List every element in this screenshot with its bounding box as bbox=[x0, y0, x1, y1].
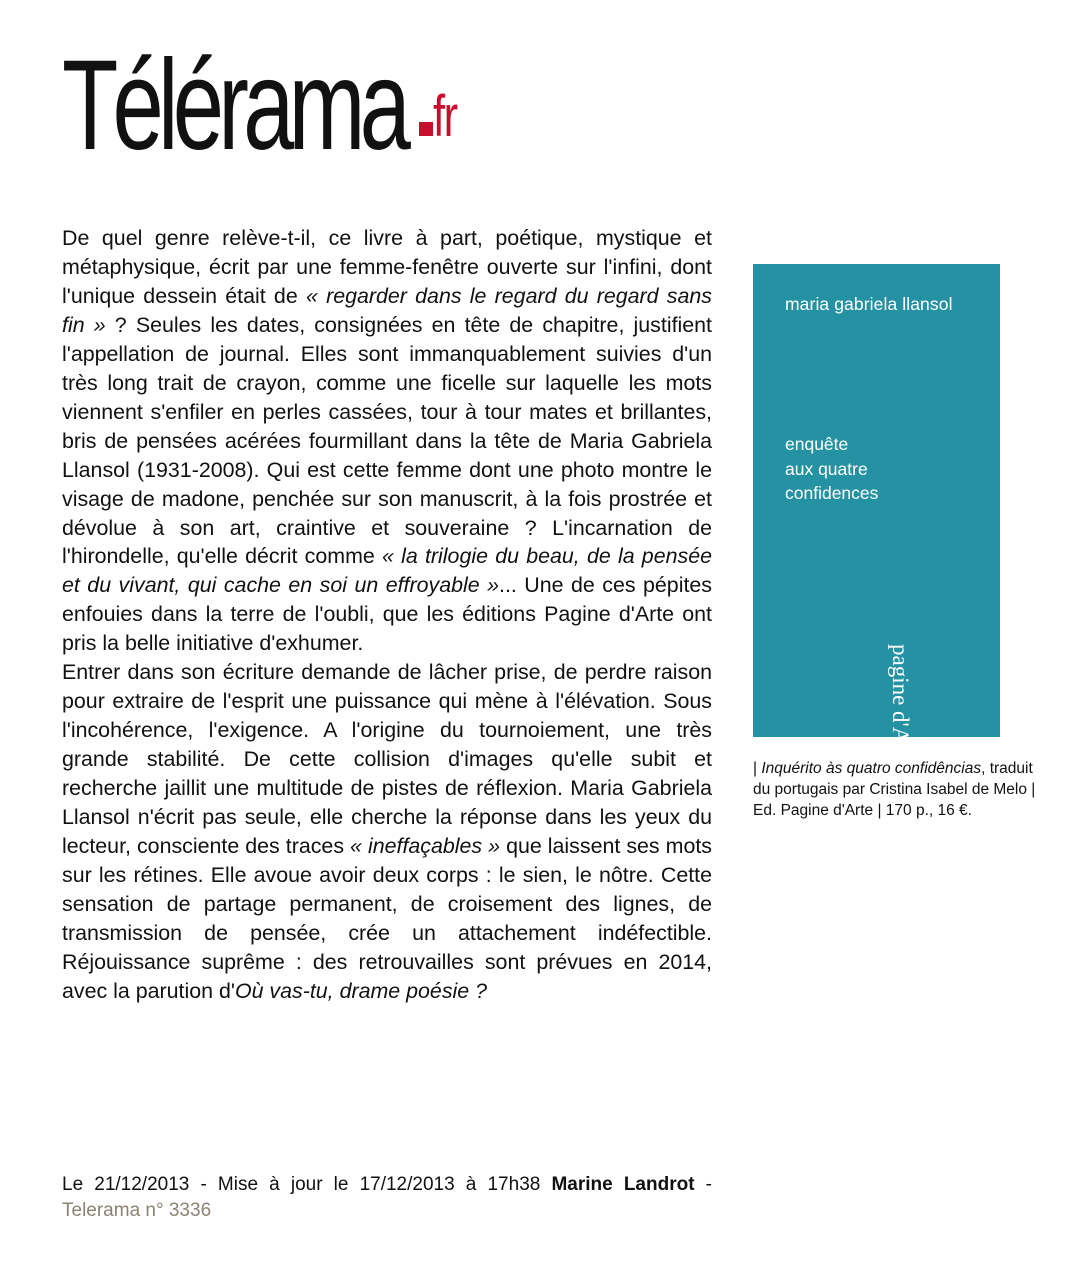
logo-wordmark: Télérama bbox=[62, 34, 406, 177]
quote: « la trilogie du beau, de la pensée et du vivant, qui cache en soi un effroyable » bbox=[62, 544, 712, 598]
cover-title-line: confidences bbox=[785, 483, 879, 503]
cover-publisher: pagine d'Arte bbox=[888, 644, 913, 768]
paragraph-text: que laissent ses mots sur les rétines. Elle avoue avoir deux corps : le sien, le nôtre. Cette sensation de partage permanent, de croisement des lignes, de transmission de pensée, crée un attachement indéfectible. Réjouissance suprême : des retrouvailles sont prévues en 2014, avec la parution d' bbox=[62, 834, 712, 1003]
article-paragraph-2 bbox=[62, 658, 712, 1005]
caption-details: , traduit du portugais par Cristina Isabel de Melo | Ed. Pagine d'Arte | 170 p., 16 €. bbox=[753, 760, 1036, 819]
caption-prefix: | bbox=[753, 760, 762, 777]
paragraph-text: Entrer dans son écriture demande de lâcher prise, de perdre raison pour extraire de l'esprit une puissance qui mène à l'élévation. Sous l'incohérence, l'exigence. A l'origine du tournoiement, une très grande stabilité. De cette collision d'images qu'elle subit et recherche jaillit une multitude de pistes de réflexion. Maria Gabriela Llansol n'écrit pas seule, elle cherche la réponse dans les yeux du lecteur, consciente des traces bbox=[62, 660, 712, 859]
quote: « ineffaçables » bbox=[350, 834, 501, 859]
paragraph-text: ? Seules les dates, consignées en tête de chapitre, justifient l'appellation de journal. Elles sont immanquablement suivies d'un très long trait de crayon, comme une ficelle sur laquelle les mots viennent s'enfiler en perles cassées, tour à tour mates et brillantes, bris de pensées acérées fourmillant dans la tête de Maria Gabriela Llansol (1931-2008). Qui est cette femme dont une photo montre le visage de madone, penchée sur son manuscrit, à la fois prostrée et dévolue à son art, craintive et souveraine ? L'incarnation de l'hirondelle, qu'elle décrit comme bbox=[62, 312, 712, 569]
book-cover bbox=[753, 264, 1000, 768]
original-title: Inquérito às quatro confidências bbox=[761, 760, 982, 777]
logo-red-square bbox=[419, 122, 433, 136]
cover-title bbox=[785, 432, 878, 506]
cover-title-line: enquête bbox=[785, 434, 849, 454]
article-paragraph-1 bbox=[62, 224, 712, 658]
author-name: Marine Landrot bbox=[551, 1174, 695, 1195]
quote: « regarder dans le regard du regard sans fin » bbox=[62, 283, 712, 337]
byline bbox=[62, 1172, 712, 1224]
book-caption bbox=[753, 758, 1053, 821]
date-text: Le 21/12/2013 - Mise à jour le 17/12/2013 à 17h38 bbox=[62, 1174, 552, 1195]
article-body bbox=[62, 224, 712, 1006]
cover-title-line: aux quatre bbox=[785, 458, 868, 479]
byline-separator: - bbox=[694, 1174, 712, 1195]
paragraph-text: De quel genre relève-t-il, ce livre à part, poétique, mystique et métaphysique, écrit par une femme-fenêtre ouverte sur l'infini, dont l'unique dessein était de bbox=[62, 226, 712, 308]
telerama-logo bbox=[62, 34, 482, 202]
logo-suffix: fr bbox=[433, 84, 457, 149]
paragraph-text: ... Une de ces pépites enfouies dans la terre de l'oubli, que les éditions Pagine d'Arte ont pris la belle initiative d'exhumer. bbox=[62, 573, 712, 656]
cover-author: maria gabriela llansol bbox=[785, 294, 953, 314]
book-title-reference: Où vas-tu, drame poésie ? bbox=[234, 978, 488, 1003]
magazine-issue: Telerama n° 3336 bbox=[62, 1200, 212, 1221]
